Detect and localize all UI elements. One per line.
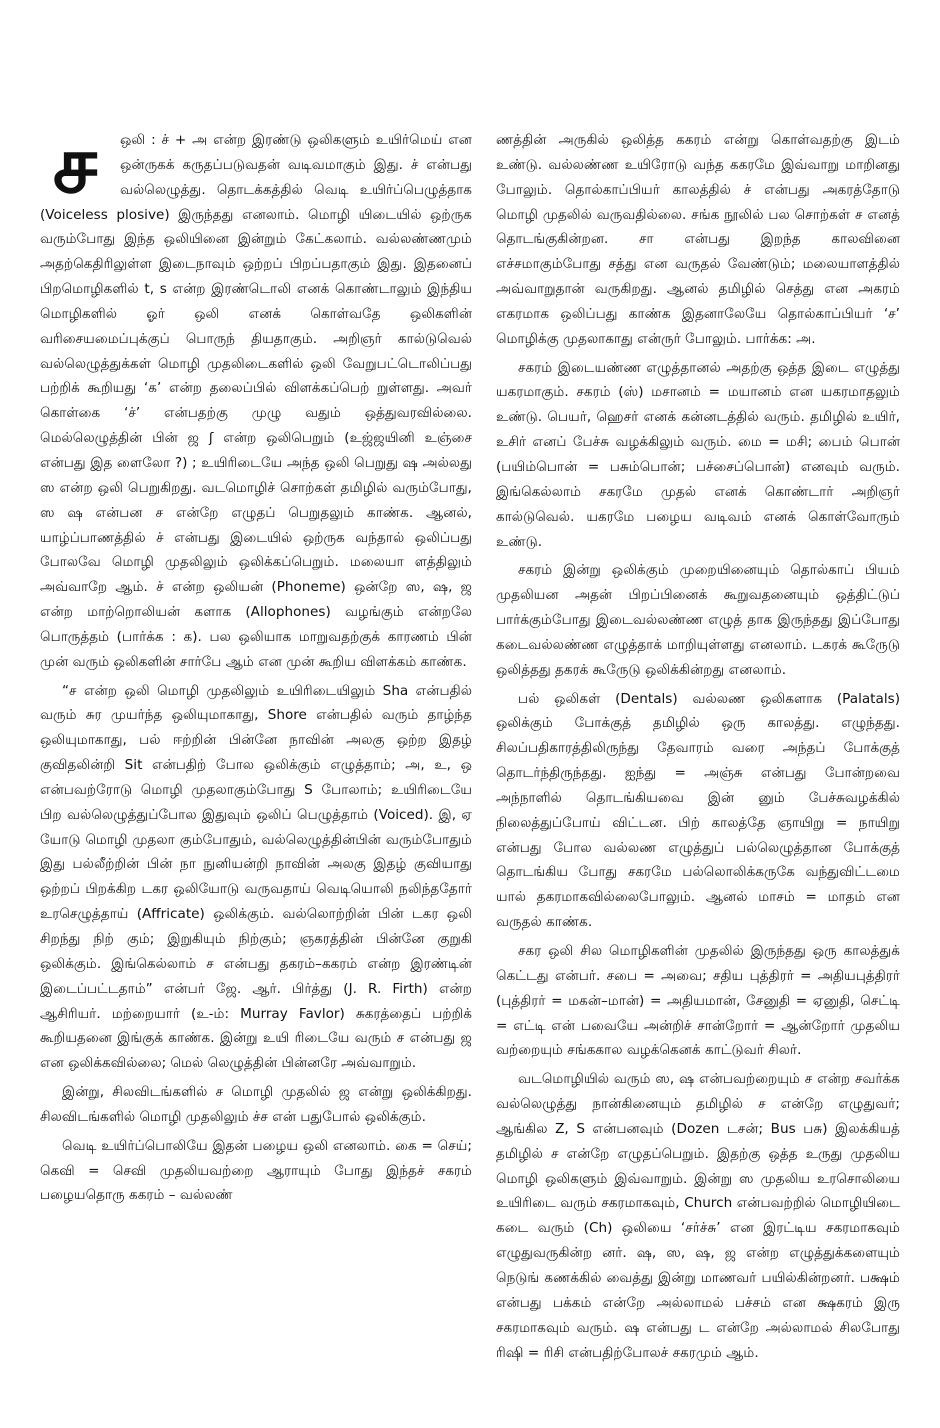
paragraph: சகர ஒலி சில மொழிகளின் முதலில் இருந்தது ஒரு காலத்துக் கெட்டது என்பர். சபை = அவை; சதிய புத்திரர் = அதியபுத்திரர் (புத்திரர் = மகன்–மான்) = அதியமான், சேனுதி = ஏனுதி, செட்டி = எட்டி என் பவையே அன்றிச் சான்றோர் = ஆன்றோர் முதலிய வற்றையும் சங்ககால வழக்கெனக் காட்டுவர் சிலர். bbox=[496, 943, 900, 1059]
drop-cap-letter: ச bbox=[52, 128, 98, 211]
paragraph: பல் ஒலிகள் (Dentals) வல்லண ஒலிகளாக (Palatals) ஒலிக்கும் போக்குத் தமிழில் ஒரு காலத்து. எழுந்தது. சிலப்பதிகாரத்திலிருந்து தேவாரம் வரை அந்தப் போக்குத் தொடர்ந்திருந்தது. ஐந்து = அஞ்சு என்பது போன்றவை அந்நாளில் தொடங்கியவை இன் னும் பேச்சுவழக்கில் நிலைத்துப்போய் விட்டன. பிற் காலத்தே ஞாயிறு = நாயிறு என்பது போல வல்லண எழுத்துப் பல்லெழுத்தான போக்குத் தொடங்கிய போது சகரமே பல்லொலிக்கருகே வந்துவிட்டமை யால் தகரமாகவில்லைபோலும். ஆனல் மாசம் = மாதம் என வருதல் காண்க. bbox=[496, 690, 900, 931]
paragraph: “ச என்ற ஒலி மொழி முதலிலும் உயிரிடையிலும் Sha என்பதில் வரும் சுர முயர்ந்த ஒலியுமாகாது, Shore என்பதில் வரும் தாழ்ந்த ஒலியுமாகாது, பல் ஈற்றின் பின்னே நாவின் அலகு ஒற்ற இதழ் குவிதலின்றி Sit என்பதிற் போல ஒலிக்கும் எழுத்தாம்; அ, உ, ஒ என்பவற்ரோடு மொழி முதலாகும்போது S போலாம்; உயிரிடையே பிற வல்லெழுத்துப்போல இதுவும் ஒலிப் பெழுத்தாம் (Voiced). இ, ஏ யோடு மொழி முதலா கும்போதும், வல்லெழுத்தின்பின் வரும்போதும் இது பல்லீற்றின் பின் நா நுனியன்றி நாவின் அலகு இதழ் குவியாது ஒற்றப் பிறக்கிற டகர ஒலியோடு வருவதாய் வெடியொலி நலிந்ததோர் உரசெழுத்தாய் (Affricate) ஒலிக்கும். வல்லொற்றின் பின் டகர ஒலி சிறந்து நிற் கும்; இறுகியும் நிற்கும்; ஞகரத்தின் பின்னே குறுகி ஒலிக்கும். இங்கெல்லாம் ச என்பது தகரம்–ககரம் என்ற இரண்டின் இடைப்பட்டதாம்” என்பர் ஜே. ஆர். பிர்த்து (J. R. Firth) என்ற ஆசிரியர். மற்றையார் (உ-ம்: Murray Favlor) சுகரத்தைப் பற்றிக் கூறியதனை இங்குக் காண்க. இன்று உயி ரிடையே வரும் ச என்பது ஜ என ஒலிக்கவில்லை; மெல் லெழுத்தின் பின்னரே அவ்வாறும். bbox=[40, 682, 472, 1072]
left-column bbox=[40, 128, 472, 1378]
paragraph: வடமொழியில் வரும் ஸ, ஷ என்பவற்றையும் ச என்ற சவர்க்க வல்லெழுத்து நான்கினையும் தமிழில் ச என்றே எழுதுவர்; ஆங்கில Z, S என்பனவும் (Dozen டசன்; Bus பசு) இலக்கியத் தமிழில் ச என்றே எழுதப்பெறும். இதற்கு ஒத்த உருது முதலிய மொழி ஒலிகளும் இவ்வாறும். இன்று ஸ முதலிய உரசொலியை உயிரிடை வரும் சகரமாகவும், Church என்பவற்றில் மொழியிடை கடை வரும் (Ch) ஒலியை ‘சர்ச்சு’ என இரட்டிய சகரமாகவும் எழுதுவருகின்ற னர். ஷ, ஸ, ஷ, ஜ என்ற எழுத்துக்களையும் நெடுங் கணக்கில் வைத்து இன்று மாணவர் பயில்கின்றனர். பக்ஷம் என்பது பக்கம் என்றே அல்லாமல் பச்சம் என க்ஷகரம் இரு சகரமாகவும் வரும். ஷ என்பது ட என்றே அல்லாமல் சிலபோது ரிஷி = ரிசி என்பதிற்போலச் சகரமும் ஆம். bbox=[496, 1071, 900, 1361]
paragraph: ணத்தின் அருகில் ஒலித்த ககரம் என்று கொள்வதற்கு இடம் உண்டு. வல்லண்ண உயிரோடு வந்த ககரமே இவ்வாறு மாறினது போலும். தொல்காப்பியர் காலத்தில் ச் என்பது அகரத்தோடு மொழி முதலில் வருவதில்லை. சங்க நூலில் பல சொற்கள் ச எனத் தொடங்குகின்றன. சா என்பது இறந்த காலவினை எச்சமாகும்போது சத்து என வருதல் வேண்டும்; மலையாளத்தில் அவ்வாறுதான் வருகிறது. ஆனல் தமிழில் செத்து என அகரம் எகரமாக ஒலிப்பது காண்க இதனாலேயே தொல்காப்பியர் ‘ச’ மொழிக்கு முதலாகாது என்ருர் போலும். பார்க்க: அ. bbox=[496, 132, 900, 347]
right-column bbox=[496, 128, 900, 1378]
paragraph: ஒலி : ச் + அ என்ற இரண்டு ஒலிகளும் உயிர்மெய் என ஒன்ருகக் கருதப்படுவதன் வடிவமாகும் இது. ச் என்பது வல்லெழுத்து. தொடக்கத்தில் வெடி உயிர்ப்பெழுத்தாக (Voiceless plosive) இருந்தது எனலாம். மொழி யிடையில் ஒற்ருக வரும்போது இந்த ஒலியினை இன்றும் கேட்கலாம். வல்லண்ணமும் அதற்கெதிரிலுள்ள இடைநாவும் ஒற்றப் பிறப்பதாகும் இது. இதனைப் பிறமொழிகளில் t, s என்ற இரண்டொலி எனக் கொண்டாலும் இந்திய மொழிகளில் ஓர் ஒலி எனக் கொள்வதே ஒலிகளின் வரிசையமைப்புக்குப் பொருந் தியதாகும். அறிஞர் கால்டுவெல் வல்லெழுத்துக்கள் மொழி முதலிடைகளில் ஒலி வேறுபட்டொலிப்பது பற்றிக் கூறியது ‘க’ என்ற தலைப்பில் விளக்கப்பெற் றுள்ளது. அவர் கொள்கை ‘ச்’ என்பதற்கு முழு வதும் ஒத்துவரவில்லை. மெல்லெழுத்தின் பின் ஜ ʃ என்ற ஒலிபெறும் (உஜ்ஜயினி உஞ்சை என்பது இத ளைலோ ?) ; உயிரிடையே அந்த ஒலி பெறுது ஷ அல்லது ஸ என்ற ஒலி பெறுகிறது. வடமொழிச் சொற்கள் தமிழில் வரும்போது, ஸ ஷ என்பன ச என்றே எழுதப் பெறுதலும் காண்க. ஆனல், யாழ்ப்பாணத்தில் ச் என்பது இடையில் ஒற்ருக வந்தால் ஒலிப்பது போலவே மொழி முதலிலும் ஒலிக்கப்பெறும். மலையா ளத்திலும் அவ்வாறே ஆம். ச் என்ற ஒலியன் (Phoneme) ஒன்றே ஸ, ஷ, ஜ என்ற மாற்றொலியன் களாக (Allophones) வழங்கும் என்றலே பொருத்தம் (பார்க்க : க). பல ஒலியாக மாறுவதற்குக் காரணம் பின் முன் வரும் ஒலிகளின் சார்பே ஆம் என முன் கூறிய விளக்கம் காண்க. bbox=[40, 132, 472, 670]
paragraph: இன்று, சிலவிடங்களில் ச மொழி முதலில் ஜ என்று ஒலிக்கிறது. சிலவிடங்களில் மொழி முதலிலும் ச்ச என் பதுபோல் ஒலிக்கும். bbox=[40, 1084, 472, 1125]
paragraph: வெடி உயிர்ப்பொலியே இதன் பழைய ஒலி எனலாம். கை = செய்; கெவி = செவி முதலியவற்றை ஆராயும் போது இந்தச் சகரம் பழையதொரு ககரம் – வல்லண் bbox=[40, 1137, 472, 1204]
paragraph: சகரம் இன்று ஒலிக்கும் முறையினையும் தொல்காப் பியம் முதலியன அதன் பிறப்பினைக் கூறுவதனையும் ஒத்திட்டுப் பார்க்கும்போது இடைவல்லண்ண எழுத் தாக இருந்தது இப்போது கடைவல்லண்ண எழுத்தாக் மாறியுள்ளது எனலாம். டகரக் கூருேடு ஒலித்தது தகரக் கூருேடு ஒலிக்கின்றது எனலாம். bbox=[496, 562, 900, 678]
paragraph: சகரம் இடையண்ண எழுத்தானல் அதற்கு ஒத்த இடை எழுத்து யகரமாகும். சகரம் (ஸ்) மசானம் = மயானம் என யகரமாதலும் உண்டு. பெயர், ஹெசர் எனக் கன்னடத்தில் வரும். தமிழில் உயிர், உசிர் எனப் பேச்சு வழக்கிலும் வரும். மை = மசி; பைம் பொன் (பயிம்பொன் = பசும்பொன்; பச்சைப்பொன்) எனவும் வரும். இங்கெல்லாம் சகரமே முதல் எனக் கொண்டார் அறிஞர் கால்டுவெல். யகரமே பழைய வடிவம் எனக் கொள்வோரும் உண்டு. bbox=[496, 359, 900, 550]
